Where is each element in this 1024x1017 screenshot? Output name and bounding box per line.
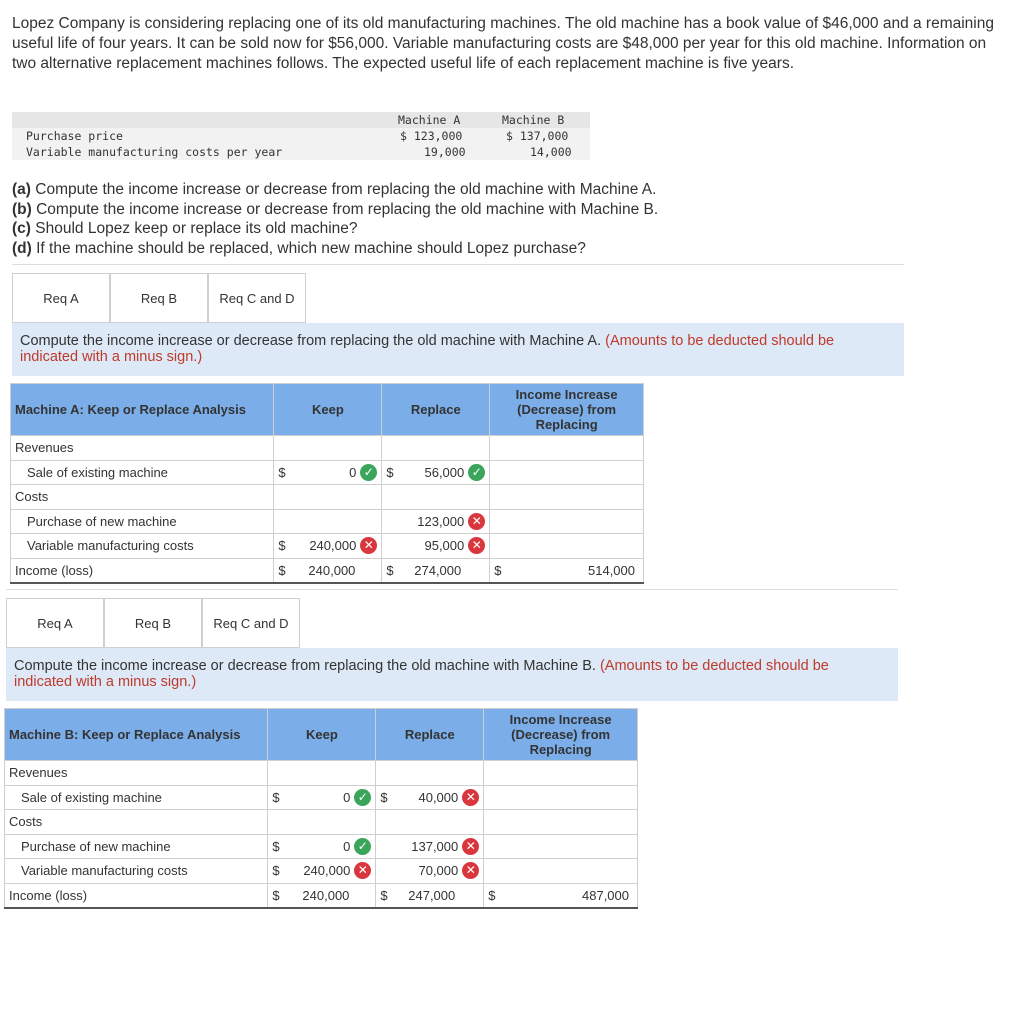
row-revenues xyxy=(11,436,644,461)
dollar-sign: $ xyxy=(386,464,394,480)
instruction-text: Compute the income increase or decrease from replacing the old machine with Machine B. xyxy=(14,658,596,674)
tab-bar-a xyxy=(12,273,312,323)
dollar-sign: $ xyxy=(386,562,394,578)
cell-replace[interactable] xyxy=(376,834,484,859)
tab-req-b[interactable]: Req B xyxy=(104,598,202,648)
question-b xyxy=(12,200,912,220)
row-income xyxy=(5,883,638,908)
instruction-note: (Amounts to be deducted should be indicated with a minus sign.) xyxy=(14,658,829,690)
cell-keep[interactable] xyxy=(274,534,382,559)
amount: 240,000 xyxy=(308,562,356,578)
amount: 95,000 xyxy=(424,538,465,554)
table-title: Machine A: Keep or Replace Analysis xyxy=(11,384,274,436)
instruction-b xyxy=(6,648,898,701)
row-label: Sale of existing machine xyxy=(5,785,268,810)
divider xyxy=(6,589,898,590)
x-icon: ✕ xyxy=(462,789,479,806)
row-label: Revenues xyxy=(5,761,268,786)
amount: 0 xyxy=(343,838,351,854)
row-label: Variable manufacturing costs xyxy=(11,534,274,559)
table-header-row xyxy=(11,384,644,436)
table-header-row xyxy=(5,709,638,761)
info-value-b: 14,000 xyxy=(530,145,572,159)
dollar-sign: $ xyxy=(278,464,286,480)
amount: 70,000 xyxy=(418,863,459,879)
amount: 247,000 xyxy=(408,887,456,903)
row-purchase-new xyxy=(5,834,638,859)
dollar-sign: $ xyxy=(380,887,388,903)
cell-income-diff[interactable] xyxy=(484,883,638,908)
info-value-a: $ 123,000 xyxy=(400,129,463,143)
amount: 514,000 xyxy=(588,562,635,578)
row-label: Income (loss) xyxy=(5,883,268,908)
cell-keep[interactable] xyxy=(274,509,382,534)
question-text: Compute the income increase or decrease from replacing the old machine with Machine A. xyxy=(35,181,657,198)
instruction-note: (Amounts to be deducted should be indicated with a minus sign.) xyxy=(20,333,835,365)
amount: 487,000 xyxy=(582,887,629,903)
amount: 0 xyxy=(343,789,351,805)
amount: 240,000 xyxy=(309,538,357,554)
cell-replace[interactable] xyxy=(382,534,490,559)
tab-req-b[interactable]: Req B xyxy=(110,273,208,323)
cell-income-diff[interactable] xyxy=(490,558,644,583)
question-text: If the machine should be replaced, which new machine should Lopez purchase? xyxy=(36,239,586,257)
tab-req-c-and-d[interactable]: Req C and D xyxy=(202,598,300,648)
col-keep: Keep xyxy=(268,709,376,761)
amount: 240,000 xyxy=(303,863,351,879)
row-label: Purchase of new machine xyxy=(11,509,274,534)
divider xyxy=(12,264,904,265)
dollar-sign: $ xyxy=(494,562,502,578)
instruction-text: Compute the income increase or decrease from replacing the old machine with Machine A. xyxy=(20,333,602,349)
table-title: Machine B: Keep or Replace Analysis xyxy=(5,709,268,761)
row-label: Revenues xyxy=(11,436,274,461)
cell-replace[interactable] xyxy=(376,785,484,810)
dollar-sign: $ xyxy=(272,887,280,903)
dollar-sign: $ xyxy=(272,863,280,879)
row-label: Costs xyxy=(11,485,274,510)
x-icon: ✕ xyxy=(462,838,479,855)
info-label: Purchase price xyxy=(26,129,123,143)
check-icon: ✓ xyxy=(354,838,371,855)
row-purchase-new xyxy=(11,509,644,534)
check-icon: ✓ xyxy=(468,464,485,481)
amount: 123,000 xyxy=(417,513,465,529)
cell-keep[interactable] xyxy=(274,460,382,485)
info-value-b: $ 137,000 xyxy=(506,129,569,143)
col-replace: Replace xyxy=(376,709,484,761)
info-value-a: 19,000 xyxy=(424,145,466,159)
row-variable-costs xyxy=(11,534,644,559)
row-sale-existing xyxy=(11,460,644,485)
check-icon: ✓ xyxy=(354,789,371,806)
x-icon: ✕ xyxy=(468,537,485,554)
col-keep: Keep xyxy=(274,384,382,436)
x-icon: ✕ xyxy=(360,537,377,554)
question-text: Compute the income increase or decrease from replacing the old machine with Machine B. xyxy=(36,200,659,218)
info-row-variable xyxy=(12,144,590,160)
cell-replace[interactable] xyxy=(382,460,490,485)
dollar-sign: $ xyxy=(278,538,286,554)
row-label: Income (loss) xyxy=(11,558,274,583)
col-income-diff: Income Increase (Decrease) from Replacing xyxy=(490,384,644,436)
dollar-sign: $ xyxy=(272,838,280,854)
row-revenues xyxy=(5,761,638,786)
cell-keep[interactable] xyxy=(268,785,376,810)
amount: 137,000 xyxy=(411,838,459,854)
row-costs xyxy=(11,485,644,510)
cell-keep[interactable] xyxy=(268,834,376,859)
amount: 0 xyxy=(349,464,357,480)
cell-keep xyxy=(268,883,376,908)
info-col-machine-b: Machine B xyxy=(502,113,565,127)
amount: 240,000 xyxy=(302,887,350,903)
question-c xyxy=(12,219,912,239)
question-list xyxy=(12,180,912,258)
amount: 274,000 xyxy=(414,562,462,578)
question-a xyxy=(12,180,912,200)
check-icon: ✓ xyxy=(360,464,377,481)
cell-replace[interactable] xyxy=(376,859,484,884)
question-d xyxy=(12,239,912,259)
x-icon: ✕ xyxy=(468,513,485,530)
col-replace: Replace xyxy=(382,384,490,436)
cell-replace[interactable] xyxy=(382,509,490,534)
info-header-row xyxy=(12,112,590,128)
row-variable-costs xyxy=(5,859,638,884)
question-tag: (a) xyxy=(12,181,31,198)
problem-intro: Lopez Company is considering replacing one of its old manufacturing machines. The old machine has a book value of $46,000 and a remaining useful life of four years. It can be sold now for $56,000. Variable manufacturing costs are $48,000 per year for this old machine. Information on two alternative replacement machines follows. The expected useful life of each replacement machine is five years. xyxy=(12,15,994,72)
row-costs xyxy=(5,810,638,835)
instruction-a xyxy=(12,323,904,376)
tab-req-a[interactable]: Req A xyxy=(6,598,104,648)
amount: 40,000 xyxy=(418,789,459,805)
info-col-machine-a: Machine A xyxy=(398,113,461,127)
question-text: Should Lopez keep or replace its old machine? xyxy=(35,220,358,237)
cell-replace xyxy=(382,558,490,583)
cell-keep xyxy=(274,558,382,583)
amount: 56,000 xyxy=(424,464,465,480)
row-income xyxy=(11,558,644,583)
machine-info-table xyxy=(12,112,590,160)
question-tag: (d) xyxy=(12,239,32,257)
question-tag: (c) xyxy=(12,220,31,237)
tab-bar-b xyxy=(6,598,306,648)
x-icon: ✕ xyxy=(354,862,371,879)
cell-replace xyxy=(376,883,484,908)
dollar-sign: $ xyxy=(488,887,496,903)
info-row-purchase xyxy=(12,128,590,144)
analysis-table-b xyxy=(4,708,638,909)
row-label: Sale of existing machine xyxy=(11,460,274,485)
question-tag: (b) xyxy=(12,200,32,218)
cell-keep[interactable] xyxy=(268,859,376,884)
dollar-sign: $ xyxy=(278,562,286,578)
analysis-table-a xyxy=(10,383,644,584)
row-label: Variable manufacturing costs xyxy=(5,859,268,884)
dollar-sign: $ xyxy=(380,789,388,805)
row-label: Costs xyxy=(5,810,268,835)
tab-req-a[interactable]: Req A xyxy=(12,273,110,323)
tab-req-c-and-d[interactable]: Req C and D xyxy=(208,273,306,323)
dollar-sign: $ xyxy=(272,789,280,805)
row-sale-existing xyxy=(5,785,638,810)
row-label: Purchase of new machine xyxy=(5,834,268,859)
col-income-diff: Income Increase (Decrease) from Replacing xyxy=(484,709,638,761)
x-icon: ✕ xyxy=(462,862,479,879)
info-label: Variable manufacturing costs per year xyxy=(26,145,283,159)
